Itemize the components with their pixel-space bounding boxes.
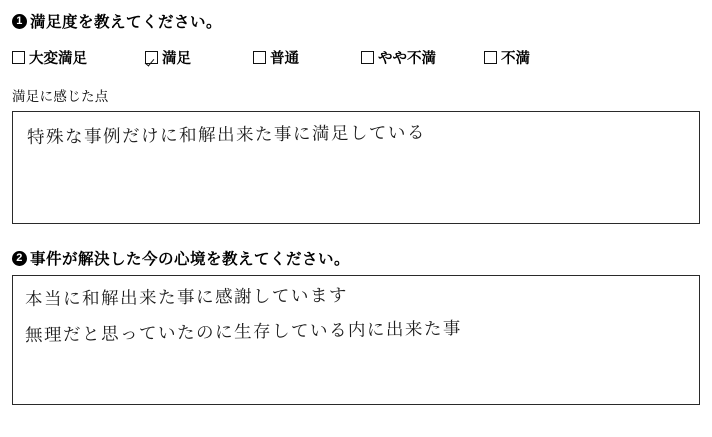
- question1-text: 満足度を教えてください。: [30, 14, 223, 31]
- option-very-satisfied[interactable]: [12, 47, 87, 68]
- option-label: やや不満: [378, 51, 436, 67]
- question2-section: [12, 247, 700, 405]
- checkbox-icon[interactable]: [253, 51, 266, 64]
- option-label: 普通: [270, 51, 299, 67]
- option-dissatisfied[interactable]: [484, 47, 530, 68]
- option-label: 不満: [501, 51, 530, 67]
- checkbox-icon[interactable]: [484, 51, 497, 64]
- question1-answer-box[interactable]: [12, 111, 700, 224]
- question2-heading: [12, 247, 700, 269]
- question2-answer-box[interactable]: [12, 275, 700, 405]
- checkbox-icon[interactable]: [12, 51, 25, 64]
- option-satisfied[interactable]: [145, 47, 191, 68]
- checkbox-icon[interactable]: [361, 51, 374, 64]
- handwritten-line: 無理だと思っていたのに生存している内に出来た事: [24, 319, 463, 346]
- handwritten-line: 特殊な事例だけに和解出来た事に満足している: [26, 123, 427, 148]
- option-label: 大変満足: [29, 51, 87, 67]
- question2-number-icon: 2: [12, 251, 27, 266]
- checkbox-checked-icon[interactable]: [145, 51, 158, 64]
- question1-heading: [12, 10, 700, 32]
- option-somewhat-dissatisfied[interactable]: [361, 47, 436, 68]
- question2-text: 事件が解決した今の心境を教えてください。: [30, 251, 351, 268]
- handwritten-line: 本当に和解出来た事に感謝しています: [24, 286, 349, 310]
- question1-freetext-label: 満足に感じた点: [12, 89, 109, 104]
- option-label: 満足: [162, 51, 191, 67]
- option-normal[interactable]: [253, 47, 299, 68]
- question1-number-icon: 1: [12, 14, 27, 29]
- question1-options: [12, 47, 700, 68]
